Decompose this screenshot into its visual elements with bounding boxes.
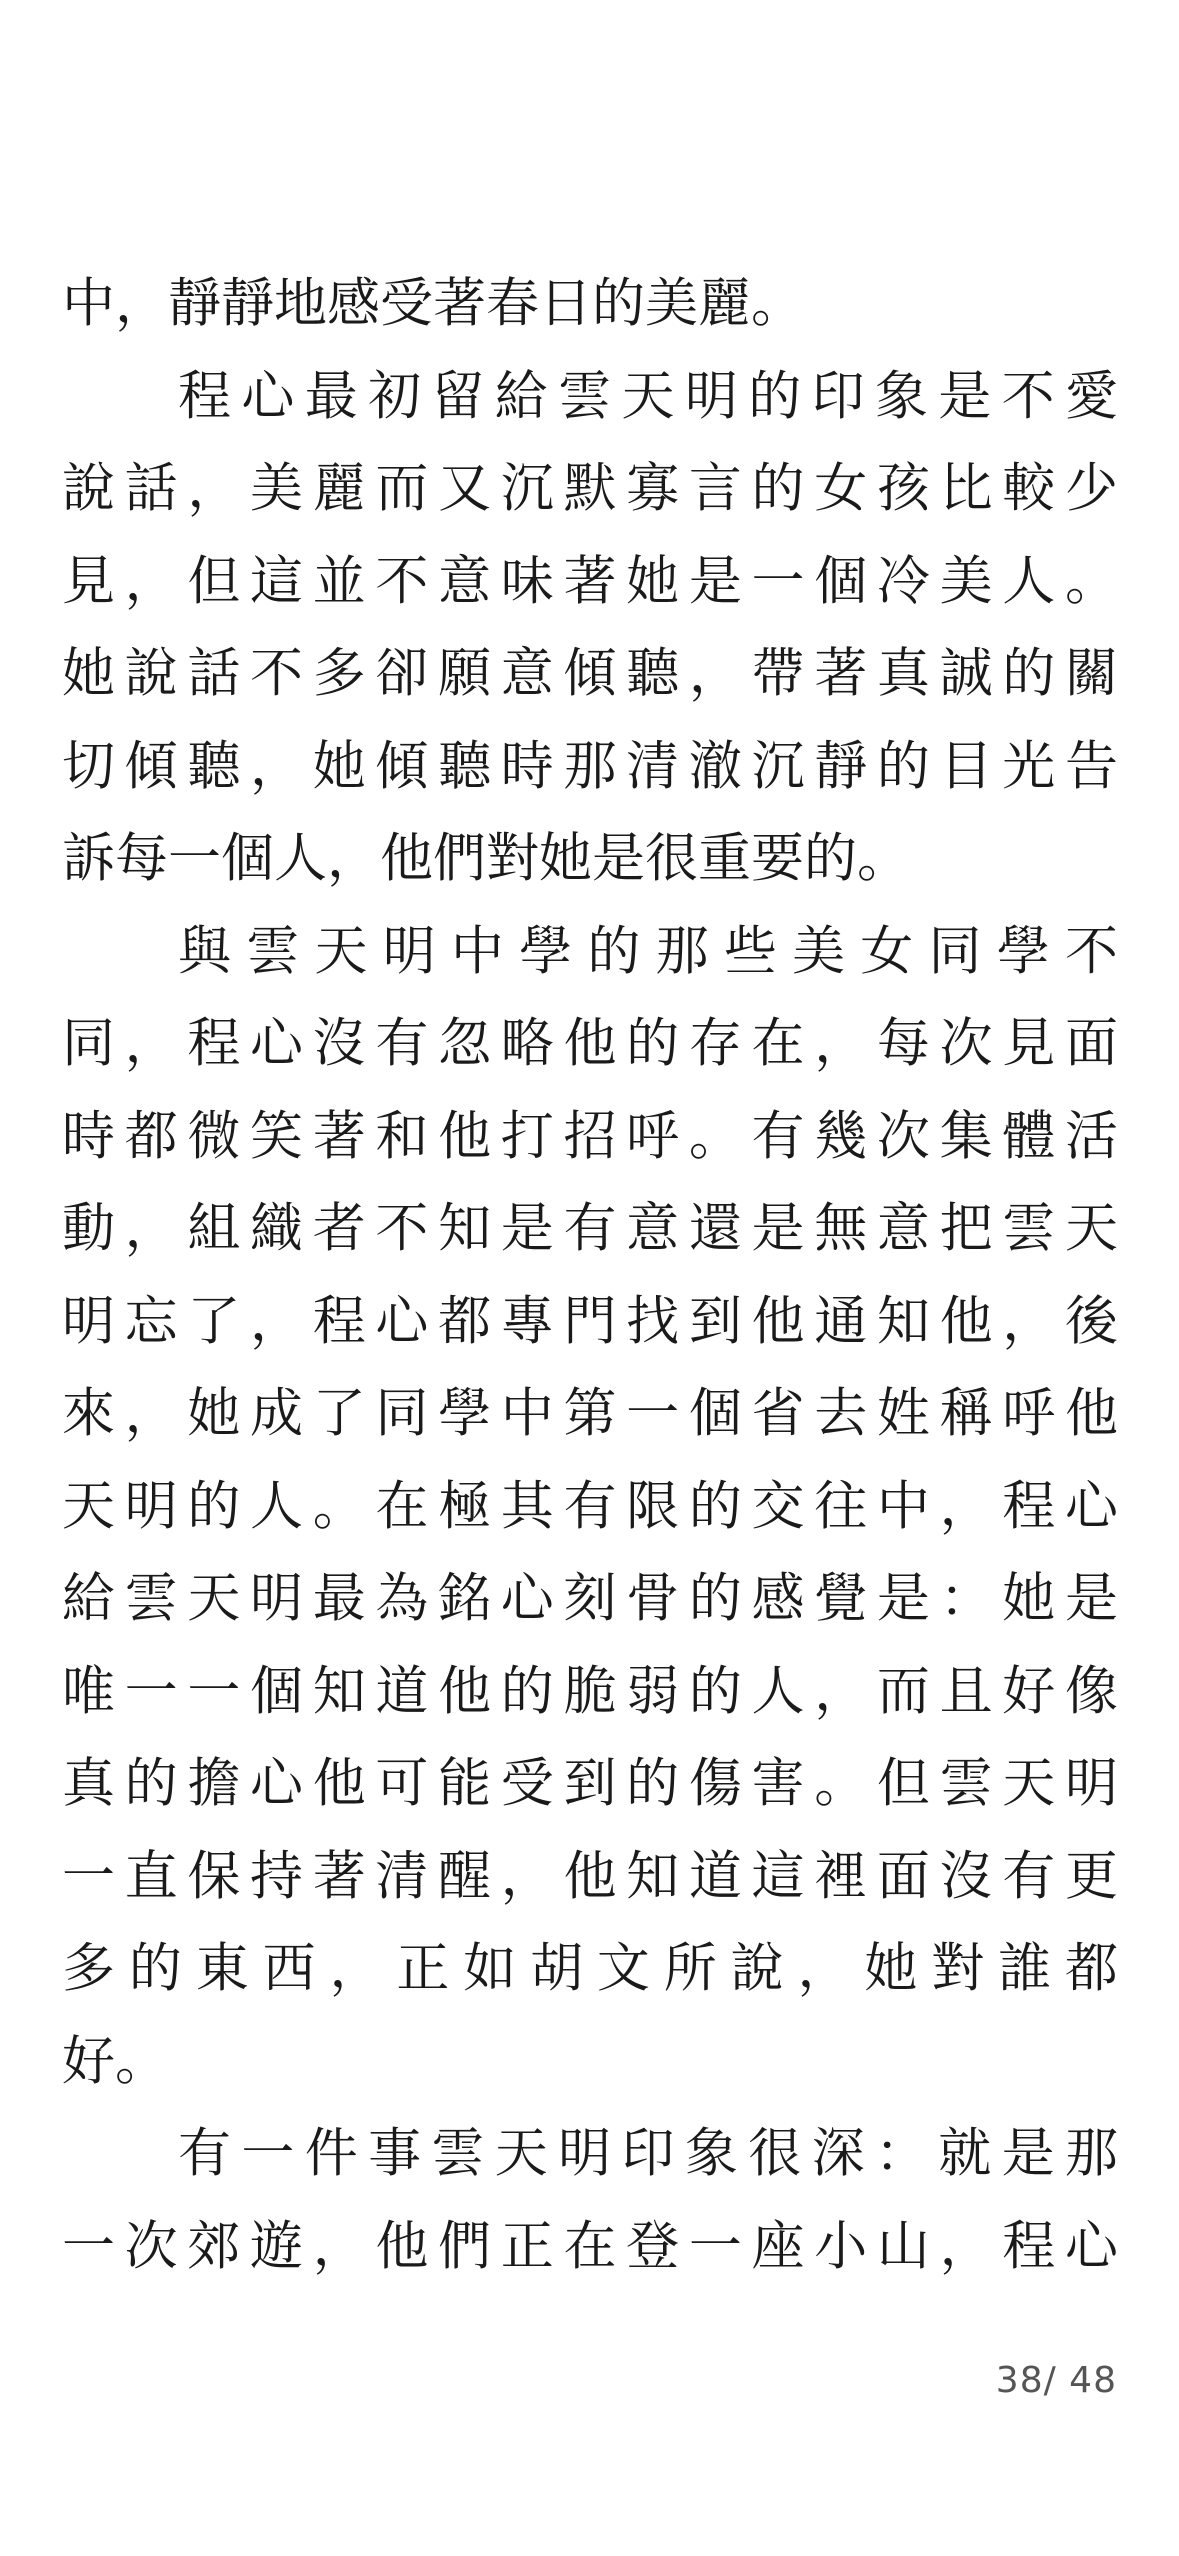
text-line: 程心最初留給雲天明的印象是不愛 xyxy=(178,365,1118,427)
text-line: 訴每一個人，他們對她是很重要的。 xyxy=(62,828,910,889)
text-line: 一次郊遊，他們正在登一座小山，程心 xyxy=(62,2215,1118,2277)
text-line: 見，但這並不意味著她是一個冷美人。 xyxy=(62,550,1118,612)
text-line: 與雲天明中學的那些美女同學不 xyxy=(178,920,1118,982)
text-line: 多的東西，正如胡文所說，她對誰都 xyxy=(62,1938,1118,1999)
text-line: 來，她成了同學中第一個省去姓稱呼他 xyxy=(62,1383,1118,1444)
text-line: 動，組織者不知是有意還是無意把雲天 xyxy=(62,1198,1118,1259)
text-line: 中，靜靜地感受著春日的美麗。 xyxy=(62,273,804,334)
text-line: 切傾聽，她傾聽時那清澈沉靜的目光告 xyxy=(62,735,1118,797)
text-line: 她說話不多卻願意傾聽，帶著真誠的關 xyxy=(62,643,1118,704)
text-line: 天明的人。在極其有限的交往中，程心 xyxy=(62,1475,1118,1537)
text-line: 說話，美麗而又沉默寡言的女孩比較少 xyxy=(62,458,1118,519)
text-line: 時都微笑著和他打招呼。有幾次集體活 xyxy=(62,1105,1118,1167)
page-number: 38/ 48 xyxy=(995,2360,1117,2401)
text-line: 真的擔心他可能受到的傷害。但雲天明 xyxy=(62,1753,1118,1814)
text-body xyxy=(62,258,1118,2293)
text-line: 唯一一個知道他的脆弱的人，而且好像 xyxy=(62,1660,1118,1722)
text-line: 明忘了，程心都專門找到他通知他，後 xyxy=(62,1290,1118,1352)
text-line: 同，程心沒有忽略他的存在，每次見面 xyxy=(62,1013,1118,1074)
text-line: 給雲天明最為銘心刻骨的感覺是：她是 xyxy=(62,1568,1118,1629)
text-line: 一直保持著清醒，他知道這裡面沒有更 xyxy=(62,1845,1118,1907)
text-line: 好。 xyxy=(62,2030,168,2092)
text-line: 有一件事雲天明印象很深：就是那 xyxy=(178,2123,1118,2184)
